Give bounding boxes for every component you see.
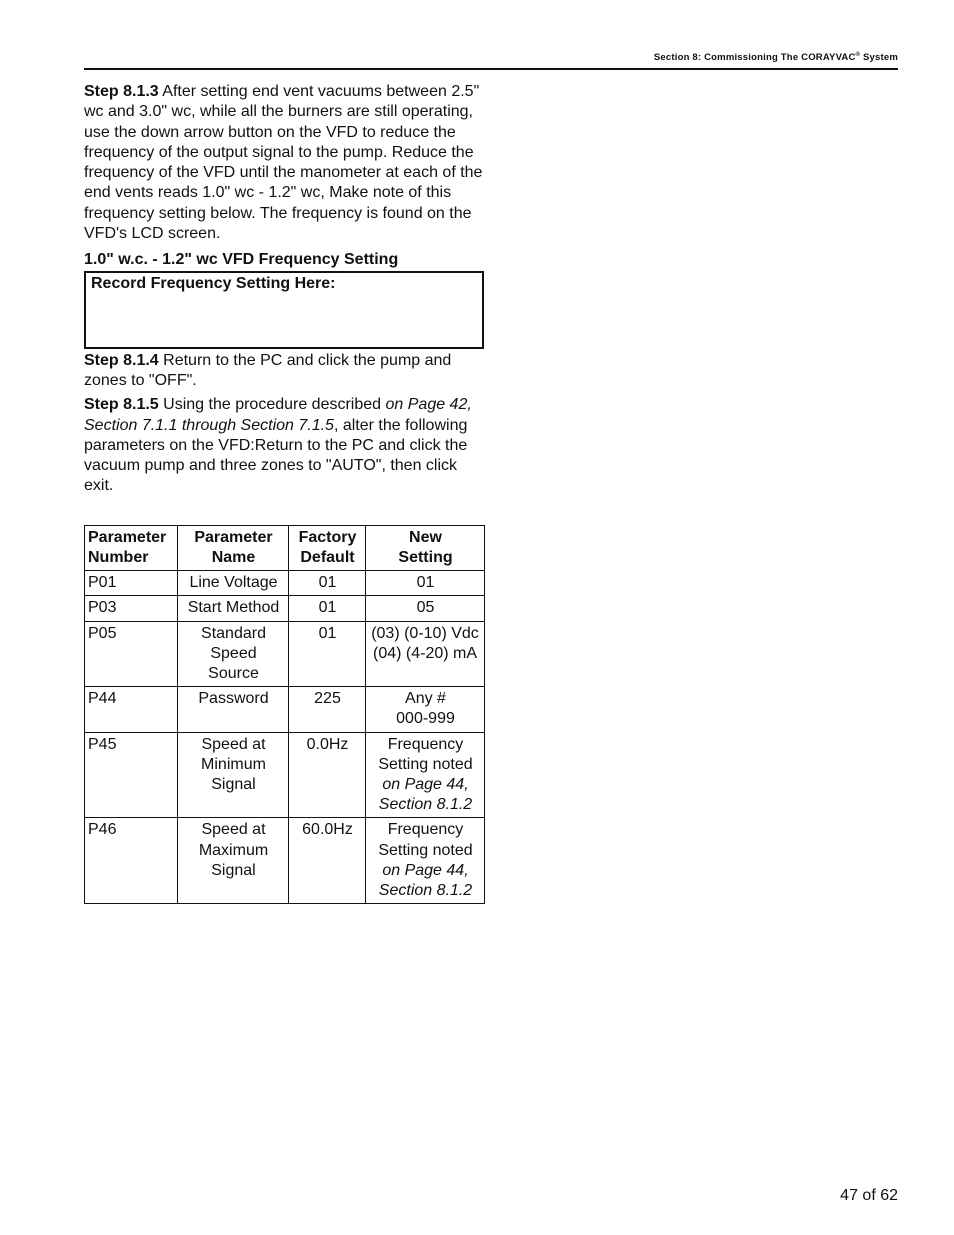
cell-default: 01	[289, 596, 366, 621]
cell-name: Line Voltage	[178, 571, 289, 596]
table-row	[85, 732, 485, 818]
cell-number: P46	[85, 818, 178, 904]
header-parameter-number: Parameter Number	[85, 525, 178, 570]
cell-default: 0.0Hz	[289, 732, 366, 818]
header-rule	[84, 68, 898, 70]
cell-setting: (03) (0-10) Vdc (04) (4-20) mA	[366, 621, 485, 687]
section-title-suffix: System	[860, 52, 898, 64]
cell-default: 01	[289, 571, 366, 596]
record-frequency-box	[84, 271, 484, 349]
main-column	[84, 82, 484, 904]
cell-number: P45	[85, 732, 178, 818]
cell-name: Start Method	[178, 596, 289, 621]
step-8-1-4-paragraph	[84, 351, 484, 392]
cell-setting: Frequency Setting noted on Page 44, Section 8.1.2	[366, 818, 485, 904]
record-box-label: Record Frequency Setting Here:	[91, 274, 336, 292]
step-label: Step 8.1.3	[84, 83, 159, 100]
step-text-continued: , alter the following parameters on the VFD:Return to the PC and click the vacuum pump and three zones to "AUTO", then click exit.	[84, 416, 468, 495]
cell-default: 60.0Hz	[289, 818, 366, 904]
header-factory-default: Factory Default	[289, 525, 366, 570]
cell-number: P01	[85, 571, 178, 596]
table-row	[85, 687, 485, 732]
cell-setting: 01	[366, 571, 485, 596]
cell-name: Speed at Minimum Signal	[178, 732, 289, 818]
table-row	[85, 818, 485, 904]
cell-name: Standard Speed Source	[178, 621, 289, 687]
cell-setting: Frequency Setting noted on Page 44, Section 8.1.2	[366, 732, 485, 818]
section-title: Section 8: Commissioning The CORAYVAC	[653, 52, 856, 64]
cell-number: P03	[85, 596, 178, 621]
step-text: After setting end vent vacuums between 2.5" wc and 3.0" wc, while all the burners are still operating, use the down arrow button on the VFD to reduce the frequency of the output signal to the pump. Reduce the frequency of the VFD until the manometer at each of the end vents reads 1.0" wc - 1.2" wc, Make note of this frequency setting below. The frequency is found on the VFD's LCD screen.	[84, 83, 483, 243]
table-header-row	[85, 525, 485, 570]
page-reference: on Page 42, Section 7.1.1 through Section 7.1.5	[84, 396, 472, 434]
table-row	[85, 596, 485, 621]
cell-setting: 05	[366, 596, 485, 621]
cell-number: P44	[85, 687, 178, 732]
step-label: Step 8.1.4	[84, 351, 159, 369]
cell-name: Password	[178, 687, 289, 732]
step-text: Using the procedure described	[158, 396, 386, 414]
cell-setting: Any # 000-999	[366, 687, 485, 732]
page-number: 47 of 62	[840, 1187, 898, 1204]
step-8-1-3-paragraph	[84, 82, 484, 244]
cell-name: Speed at Maximum Signal	[178, 818, 289, 904]
cell-number: P05	[85, 621, 178, 687]
running-header	[84, 52, 898, 63]
step-text: Return to the PC and click the pump and zones to "OFF".	[84, 351, 452, 389]
vfd-parameter-table	[84, 525, 485, 904]
header-parameter-name: Parameter Name	[178, 525, 289, 570]
header-new-setting: New Setting	[366, 525, 485, 570]
table-row	[85, 621, 485, 687]
cell-default: 225	[289, 687, 366, 732]
cell-default: 01	[289, 621, 366, 687]
table-row	[85, 571, 485, 596]
step-8-1-5-paragraph	[84, 395, 484, 496]
step-label: Step 8.1.5	[84, 396, 159, 414]
registered-mark: ®	[855, 52, 861, 58]
frequency-setting-heading: 1.0" w.c. - 1.2" wc VFD Frequency Setting	[84, 251, 399, 269]
